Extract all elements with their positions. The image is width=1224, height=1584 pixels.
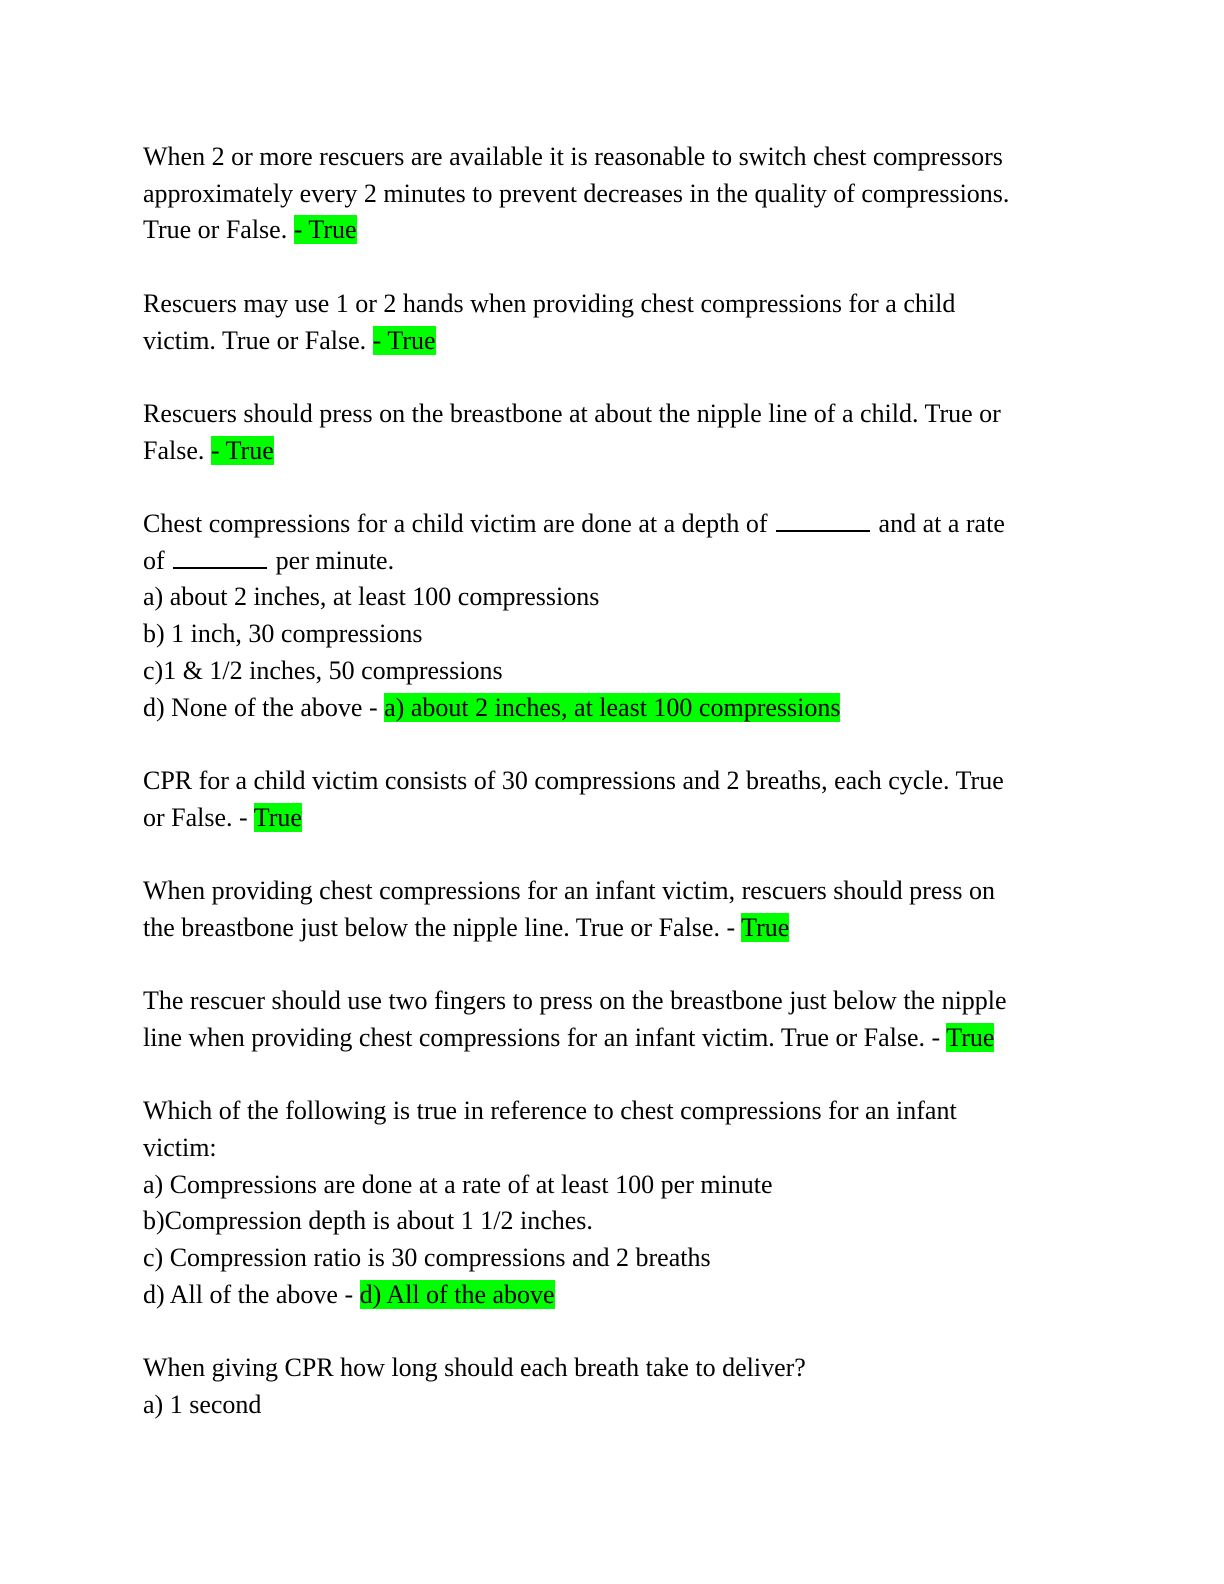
question-prompt: d) All of the above - — [143, 1279, 360, 1309]
question-prompt: the breastbone just below the nipple line. True or False. - — [143, 912, 742, 942]
answer-highlight: a) about 2 inches, at least 100 compressions — [384, 692, 841, 722]
question-text-last — [143, 690, 1078, 727]
question-text: When 2 or more rescuers are available it is reasonable to switch chest compressors — [143, 142, 1003, 171]
question-text: CPR for a child victim consists of 30 compressions and 2 breaths, each cycle. True — [143, 765, 1004, 795]
question-prompt: or False. - — [143, 802, 254, 832]
answer-highlight: True — [741, 912, 790, 942]
answer-highlight: d) All of the above — [359, 1279, 555, 1309]
answer-option: c) Compression ratio is 30 compressions and 2 breaths — [143, 1242, 711, 1272]
question-prompt: d) None of the above - — [143, 692, 385, 722]
question-text-part: per minute. — [269, 545, 395, 575]
question-7 — [143, 983, 1078, 1056]
question-prompt: True or False. — [143, 215, 294, 245]
question-prompt: victim. True or False. — [143, 325, 373, 355]
answer-option: c)1 & 1/2 inches, 50 compressions — [143, 655, 503, 685]
question-2 — [143, 286, 1078, 359]
question-text: The rescuer should use two fingers to press on the breastbone just below the nipple — [143, 986, 1007, 1016]
question-6 — [143, 873, 1078, 946]
question-text: Rescuers should press on the breastbone at about the nipple line of a child. True or — [143, 398, 1001, 428]
answer-highlight: True — [253, 802, 302, 832]
answer-highlight: - True — [372, 325, 436, 355]
fill-in-blank — [776, 510, 870, 532]
question-text-last — [143, 800, 1078, 837]
question-text: Rescuers may use 1 or 2 hands when providing chest compressions for a child — [143, 288, 956, 318]
answer-option: b)Compression depth is about 1 1/2 inches. — [143, 1206, 593, 1236]
question-prompt: line when providing chest compressions for an infant victim. True or False. - — [143, 1022, 947, 1052]
question-text-part: Chest compressions for a child victim are done at a depth of — [143, 508, 775, 538]
question-text: approximately every 2 minutes to prevent decreases in the quality of compressions. — [143, 178, 1010, 208]
answer-option: a) about 2 inches, at least 100 compressions — [143, 582, 600, 612]
question-text-last — [143, 1277, 1078, 1314]
question-text-last — [143, 323, 1078, 360]
question-1 — [143, 139, 1078, 249]
question-text-part: and at a rate — [872, 508, 1005, 538]
question-text: victim: — [143, 1132, 217, 1162]
question-9 — [143, 1350, 1078, 1423]
question-text-last — [143, 212, 1078, 249]
question-text-last — [143, 433, 1078, 470]
question-text — [143, 506, 1078, 543]
answer-highlight: - True — [293, 215, 357, 245]
document-page — [143, 139, 1078, 1460]
question-text-last — [143, 1020, 1078, 1057]
question-text-last — [143, 910, 1078, 947]
question-text: Which of the following is true in reference to chest compressions for an infant — [143, 1096, 957, 1126]
answer-highlight: - True — [210, 435, 274, 465]
question-8 — [143, 1093, 1078, 1313]
answer-option: a) 1 second — [143, 1389, 262, 1419]
answer-option: b) 1 inch, 30 compressions — [143, 619, 423, 649]
question-4 — [143, 506, 1078, 726]
answer-highlight: True — [946, 1022, 995, 1052]
question-3 — [143, 396, 1078, 469]
answer-option: a) Compressions are done at a rate of at least 100 per minute — [143, 1169, 773, 1199]
question-text-part: of — [143, 545, 172, 575]
fill-in-blank — [173, 547, 267, 569]
question-5 — [143, 763, 1078, 836]
question-text: When providing chest compressions for an infant victim, rescuers should press on — [143, 875, 996, 905]
question-text — [143, 543, 1078, 580]
question-prompt: False. — [143, 435, 211, 465]
question-text: When giving CPR how long should each breath take to deliver? — [143, 1353, 806, 1383]
